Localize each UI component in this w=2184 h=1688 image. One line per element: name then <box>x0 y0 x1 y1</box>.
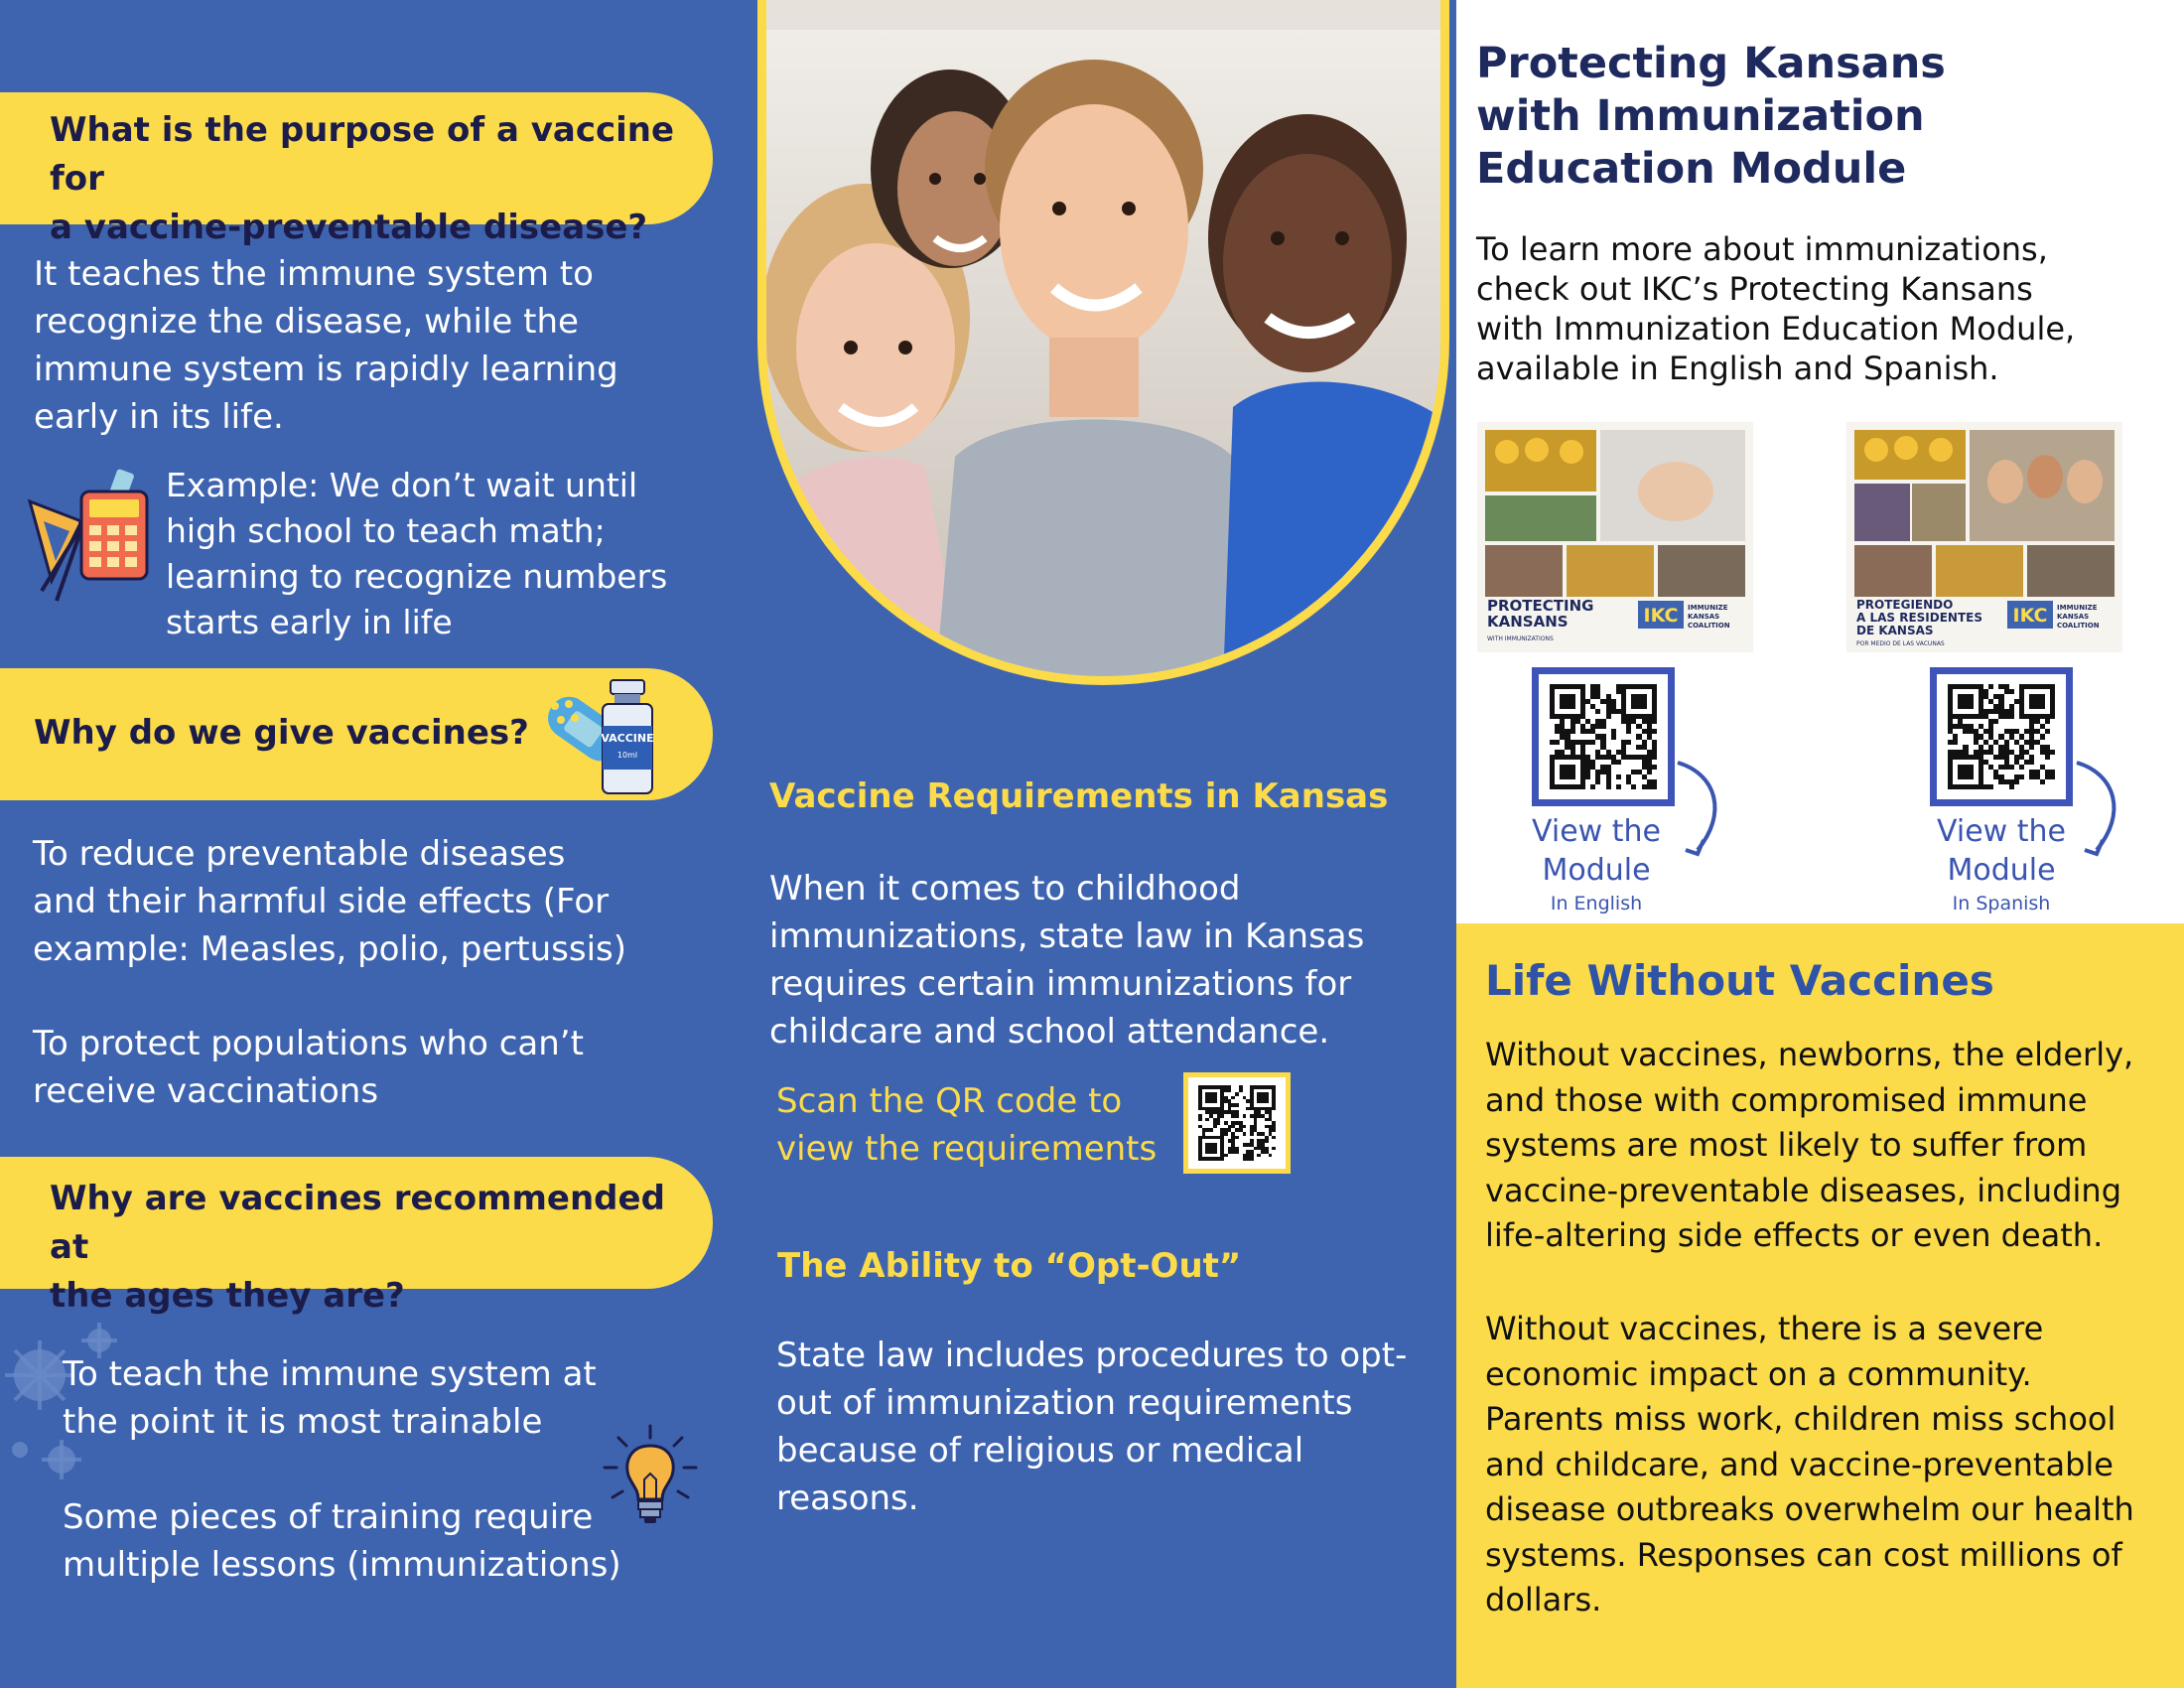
example-text <box>166 463 667 645</box>
answer-why-1 <box>33 830 626 973</box>
view-module-line: View the <box>1532 814 1661 849</box>
vial-label: VACCINE <box>601 732 654 745</box>
answer-ages-1 <box>63 1350 597 1446</box>
life-line: systems are most likely to suffer from <box>1485 1126 2088 1164</box>
card-en-sub: WITH IMMUNIZATIONS <box>1487 635 1554 642</box>
qr-module <box>1652 784 1657 789</box>
card-en-logo-text: IMMUNIZE <box>1688 604 1728 612</box>
card-es-title2: A LAS RESIDENTES <box>1856 611 1982 625</box>
module-title-line: with Immunization <box>1476 91 1925 141</box>
answer-why-line: example: Measles, polio, pertussis) <box>33 929 627 969</box>
qr-module <box>2050 784 2055 789</box>
card-es-logo-text: KANSAS <box>2057 613 2090 621</box>
view-module-link-english[interactable] <box>1517 812 1676 917</box>
life-line: and childcare, and vaccine-preventable <box>1485 1445 2114 1483</box>
view-module-language: In Spanish <box>1952 893 2051 914</box>
opt-out-title: The Ability to “Opt-Out” <box>777 1246 1242 1286</box>
module-intro <box>1476 229 2075 388</box>
life-line: systems. Responses can cost millions of <box>1485 1535 2122 1574</box>
module-intro-line: To learn more about immunizations, <box>1476 230 2048 268</box>
life-paragraph-1 <box>1485 1033 2133 1259</box>
opt-out-line: State law includes procedures to opt- <box>776 1336 1408 1375</box>
life-without-vaccines-title: Life Without Vaccines <box>1485 956 1994 1005</box>
life-line: Without vaccines, newborns, the elderly, <box>1485 1036 2134 1073</box>
card-es-logo-text: COALITION <box>2057 622 2100 630</box>
life-line: disease outbreaks overwhelm our health <box>1485 1490 2134 1528</box>
requirements-line: immunizations, state law in Kansas <box>769 916 1365 956</box>
card-en-title2: KANSANS <box>1487 613 1569 631</box>
answer-purpose-line: recognize the disease, while the <box>34 302 579 342</box>
requirements-line: When it comes to childhood <box>769 869 1241 909</box>
answer-ages-line: multiple lessons (immunizations) <box>63 1545 621 1585</box>
answer-ages-line: To teach the immune system at <box>63 1354 597 1394</box>
example-line: high school to teach math; <box>166 511 606 550</box>
answer-why-line: To protect populations who can’t <box>33 1024 584 1063</box>
card-en-logo-text: COALITION <box>1688 622 1730 630</box>
view-module-link-spanish[interactable] <box>1922 812 2081 917</box>
card-es-sub: POR MEDIO DE LAS VACUNAS <box>1856 640 1945 647</box>
question-purpose-line2: a vaccine-preventable disease? <box>50 208 648 247</box>
question-purpose-line1: What is the purpose of a vaccine for <box>50 110 675 199</box>
module-intro-line: with Immunization Education Module, <box>1476 310 2076 348</box>
requirements-line: requires certain immunizations for <box>769 964 1352 1004</box>
module-title <box>1476 38 1946 196</box>
answer-purpose-line: It teaches the immune system to <box>34 254 594 294</box>
answer-ages-line: Some pieces of training require <box>63 1497 594 1537</box>
life-line: Parents miss work, children miss school <box>1485 1400 2116 1438</box>
requirements-line: childcare and school attendance. <box>769 1012 1330 1052</box>
question-ages-line1: Why are vaccines recommended at <box>50 1179 665 1267</box>
answer-ages-2 <box>63 1493 621 1589</box>
question-pill-purpose <box>0 92 713 247</box>
answer-purpose <box>34 250 618 441</box>
module-thumbnail-english[interactable] <box>1477 422 1753 652</box>
card-es-logo-text: IMMUNIZE <box>2057 604 2098 612</box>
question-ages-line2: the ages they are? <box>50 1276 405 1316</box>
answer-why-2 <box>33 1020 584 1115</box>
scan-qr-text <box>776 1077 1157 1173</box>
view-module-line: Module <box>1947 853 2056 888</box>
card-es-logo: IKC <box>2012 605 2048 627</box>
life-line: life-altering side effects or even death. <box>1485 1216 2104 1254</box>
life-line: vaccine-preventable diseases, including <box>1485 1171 2121 1209</box>
module-qr-spanish[interactable] <box>1930 667 2073 806</box>
module-intro-line: available in English and Spanish. <box>1476 350 1999 387</box>
card-en-logo-text: KANSAS <box>1688 613 1720 621</box>
opt-out-line: out of immunization requirements <box>776 1383 1353 1423</box>
module-intro-line: check out IKC’s Protecting Kansans <box>1476 270 2033 308</box>
math-tools-icon <box>22 462 151 606</box>
module-thumbnail-spanish[interactable] <box>1846 422 2122 652</box>
example-line: learning to recognize numbers <box>166 557 668 596</box>
view-module-line: View the <box>1937 814 2066 849</box>
question-pill-ages <box>0 1157 713 1316</box>
view-module-line: Module <box>1542 853 1651 888</box>
requirements-body <box>769 865 1364 1055</box>
opt-out-line: reasons. <box>776 1478 919 1518</box>
qr-module <box>1272 1157 1276 1161</box>
module-qr-english[interactable] <box>1532 667 1675 806</box>
card-en-title1: PROTECTING <box>1487 597 1594 615</box>
answer-why-line: receive vaccinations <box>33 1071 379 1111</box>
view-module-language: In English <box>1550 893 1643 914</box>
vial-sublabel: 10ml <box>616 751 638 760</box>
example-line: Example: We don’t wait until <box>166 466 638 504</box>
card-en-logo: IKC <box>1643 605 1679 627</box>
question-purpose <box>50 106 713 252</box>
scan-qr-line: Scan the QR code to <box>776 1081 1123 1121</box>
vaccine-vial-icon <box>541 678 670 797</box>
requirements-title: Vaccine Requirements in Kansas <box>769 776 1389 816</box>
requirements-qr-code[interactable] <box>1183 1072 1291 1174</box>
opt-out-line: because of religious or medical <box>776 1431 1304 1471</box>
children-photo <box>757 0 1449 685</box>
card-es-title3: DE KANSAS <box>1856 624 1934 637</box>
card-es-title1: PROTEGIENDO <box>1856 598 1954 612</box>
curved-arrow-icon <box>1668 755 1737 864</box>
answer-purpose-line: early in its life. <box>34 397 284 437</box>
answer-ages-line: the point it is most trainable <box>63 1402 543 1442</box>
life-line: economic impact on a community. <box>1485 1354 2032 1393</box>
answer-purpose-line: immune system is rapidly learning <box>34 350 618 389</box>
life-line: and those with compromised immune <box>1485 1080 2088 1119</box>
module-title-line: Protecting Kansans <box>1476 39 1946 88</box>
life-line: Without vaccines, there is a severe <box>1485 1310 2044 1347</box>
answer-why-line: and their harmful side effects (For <box>33 882 610 921</box>
answer-why-line: To reduce preventable diseases <box>33 834 566 874</box>
question-ages <box>50 1175 713 1321</box>
life-paragraph-2 <box>1485 1307 2134 1623</box>
scan-qr-line: view the requirements <box>776 1129 1158 1169</box>
question-why: Why do we give vaccines? <box>34 713 529 753</box>
opt-out-body <box>776 1332 1407 1522</box>
module-title-line: Education Module <box>1476 144 1907 194</box>
life-line: dollars. <box>1485 1581 1602 1618</box>
example-line: starts early in life <box>166 603 453 641</box>
